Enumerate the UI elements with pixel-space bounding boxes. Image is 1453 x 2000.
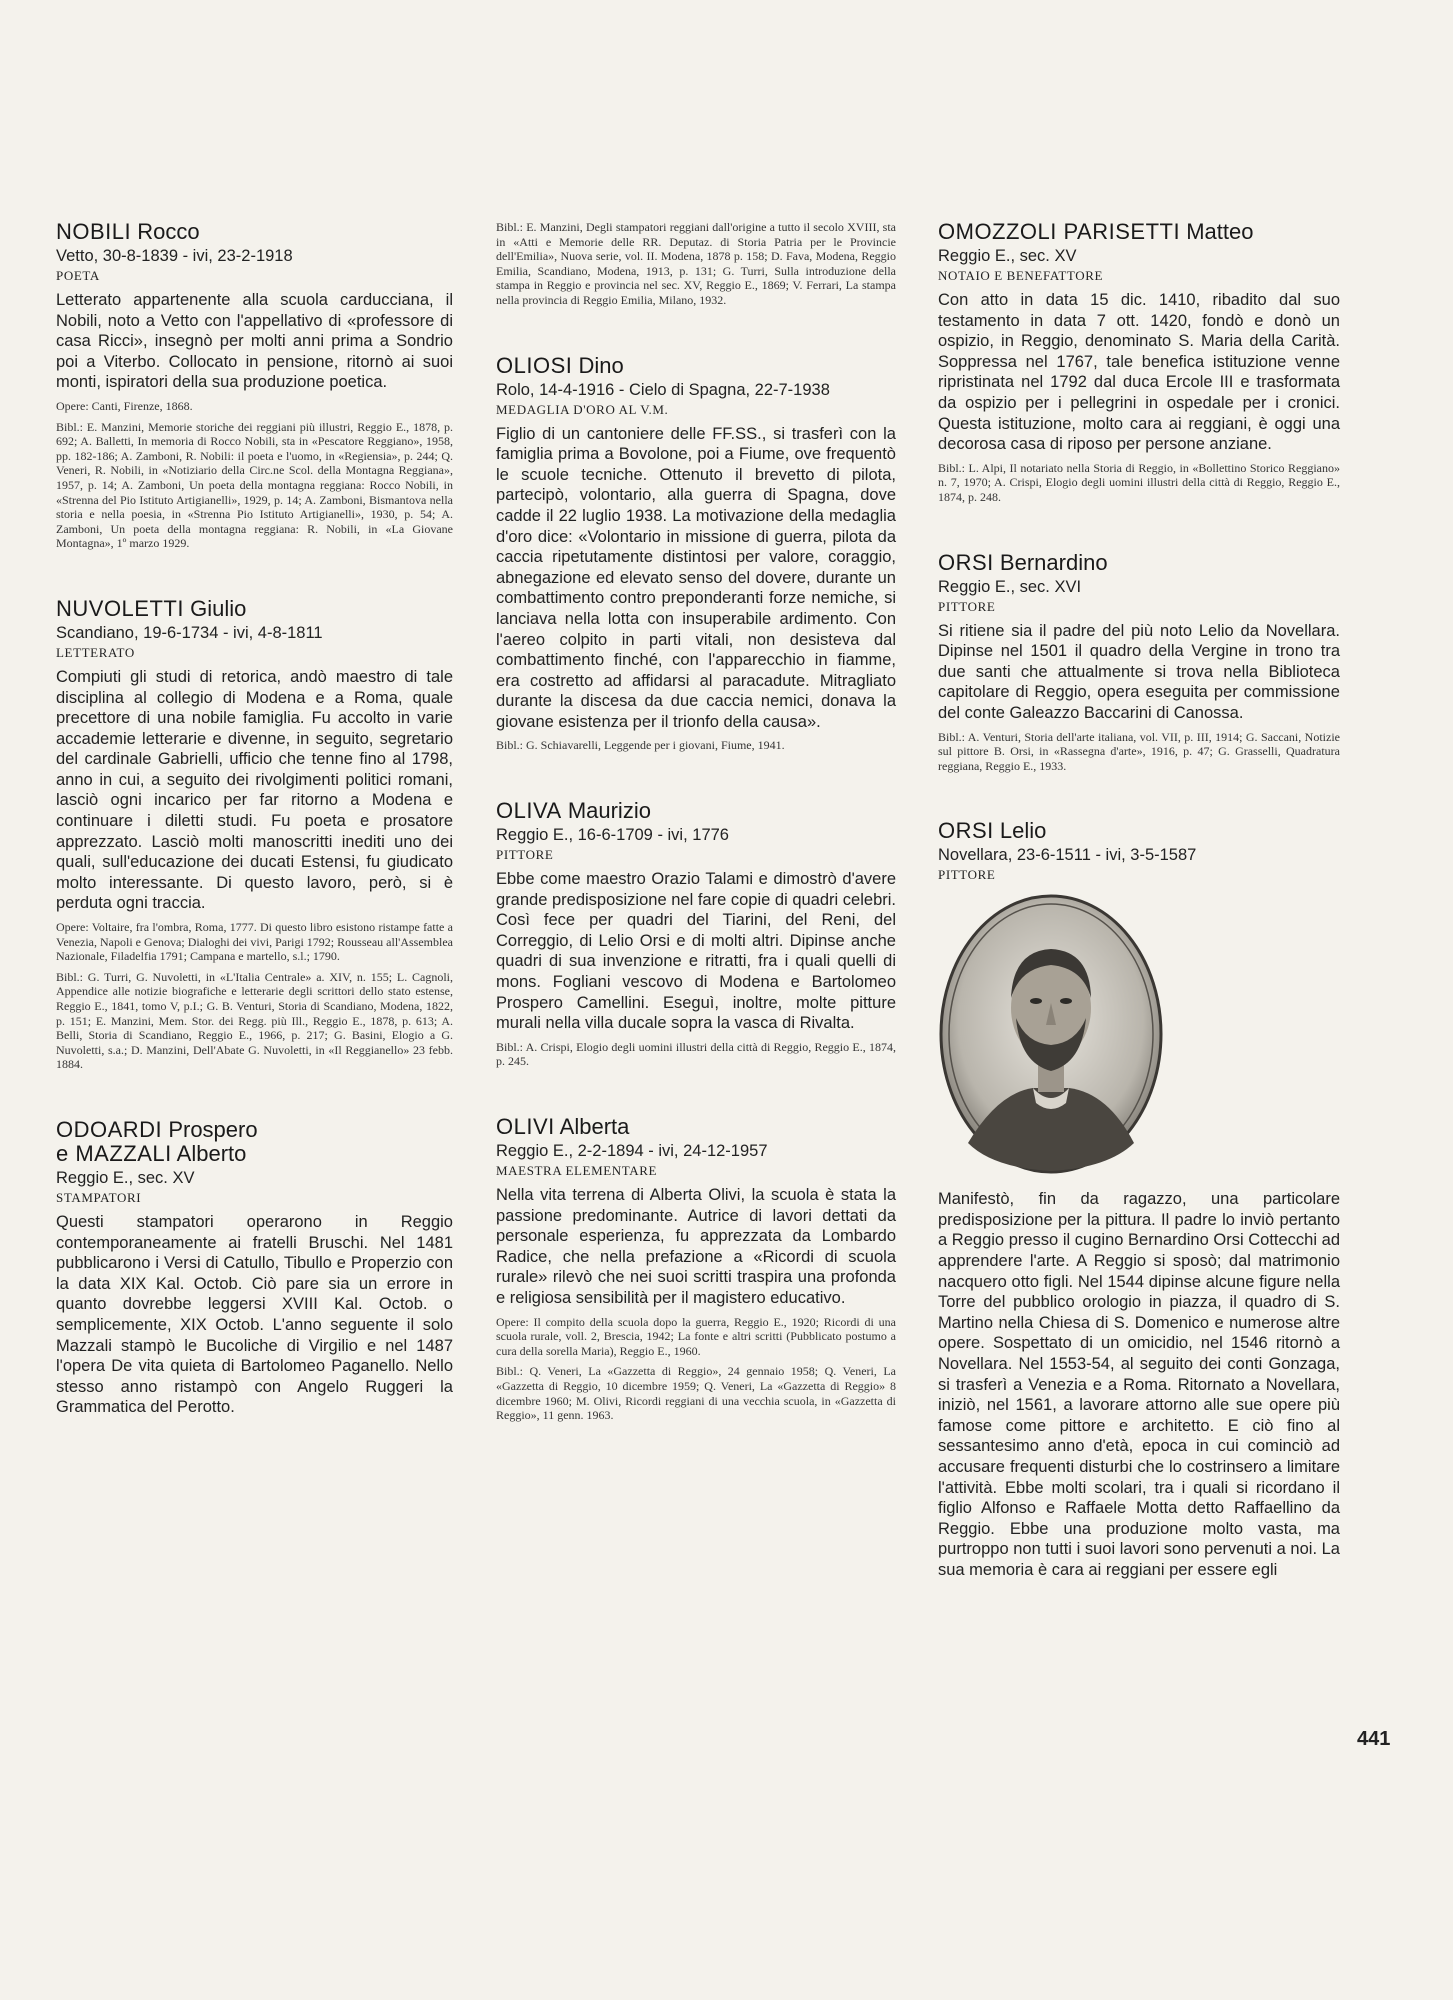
entry-text: Compiuti gli studi di retorica, andò maestro di tale disciplina al collegio di Modena e a Roma, quale precettore di una nobile famiglia. Fu accolto in varie accademie letterarie e divenne, in seguito, segretario del cardinale Gabrielli, ufficio che tenne fino al 1798, anno in cui, a seguito dei rivolgimenti politici romani, lasciò ogni incarico per far ritorno a Modena e continuare i diletti studi. Fu poeta e prosatore apprezzato. Lasciò molti manoscritti inediti uno dei quali, sull'educazione dei ducati Estensi, fu giudicato molto interessante. Di questo lavoro, però, si è perduta ogni traccia. bbox=[56, 667, 453, 913]
entry-title: OMOZZOLI PARISETTI Matteo bbox=[938, 219, 1254, 244]
entry-text: Ebbe come maestro Orazio Talami e dimostrò d'avere grande predisposizione nel fare copie di quadri celebri. Così fece per quadri del Tiarini, del Reni, del Correggio, di Lelio Orsi e di molti altri. Dipinse anche quadri di sua invenzione e ritratti, fra i quali quelli di mons. Fogliani vescovo di Modena e Bartolomeo Prospero Camellini. Eseguì, inoltre, molte pitture murali nella villa ducale sopra la vasca di Rivalta. bbox=[496, 870, 896, 1033]
entry-works: Opere: Canti, Firenze, 1868. bbox=[56, 398, 193, 413]
entry-role: PITTORE bbox=[938, 598, 996, 614]
page-number: 441 bbox=[1357, 1728, 1391, 1750]
entry-olivi bbox=[496, 1115, 896, 1423]
entry-bibliography: Bibl.: G. Schiavarelli, Leggende per i giovani, Fiume, 1941. bbox=[496, 738, 785, 753]
entry-role: MEDAGLIA D'ORO AL V.M. bbox=[496, 401, 669, 417]
entry-oliva bbox=[496, 799, 896, 1069]
column-1 bbox=[56, 220, 453, 1464]
entry-dates: Reggio E., sec. XVI bbox=[938, 577, 1082, 596]
entry-bibliography: Bibl.: A. Venturi, Storia dell'arte italiana, vol. VII, p. III, 1914; G. Saccani, Notizie sul pittore B. Orsi, in «Rassegna d'arte», 1916, p. 47; G. Grasselli, Quadratura reggiana, Reggio E., 1933. bbox=[938, 729, 1340, 773]
entry-dates: Reggio E., sec. XV bbox=[56, 1168, 195, 1187]
entry-bibliography: Bibl.: E. Manzini, Degli stampatori reggiani dall'origine a tutto il secolo XVIII, sta in «Atti e Memorie delle RR. Deputaz. di Storia Patria per le Provincie dell'Emilia», Nuova serie, vol. II. Modena, 1878 p. 158; D. Fava, Modena, Reggio Emilia, Scandiano, Modena, 1913, p. 131; G. Turri, Sulla introduzione della stampa in Reggio e provincia nel sec. XV, Reggio E., 1869; V. Ferrari, La stampa nella provincia di Reggio Emilia, Milano, 1932. bbox=[496, 220, 896, 307]
entry-role: POETA bbox=[56, 268, 100, 283]
entry-bibliography: Bibl.: L. Alpi, Il notariato nella Storia di Reggio, in «Bollettino Storico Reggiano» n. 7, 1970; A. Crispi, Elogio degli uomini illustri della città di Reggio, Reggio E., 1874, p. 248. bbox=[938, 460, 1340, 504]
entry-title: OLIOSI Dino bbox=[496, 352, 624, 378]
entry-nuvoletti bbox=[56, 597, 453, 1072]
entry-text: Manifestò, fin da ragazzo, una particolare predisposizione per la pittura. Il padre lo inviò pertanto a Reggio presso il cugino Bernardino Orsi Cottecchi ad apprendere l'arte. A Reggio si sposò; dal matrimonio nacquero otto figli. Nel 1544 dipinse alcune figure nella Torre del pubblico orologio in piazza, il quadro di S. Martino nella Chiesa di S. Domenico e numerose altre opere. Sospettato di un omicidio, nel 1546 ritornò a Novellara. Nel 1553-54, al seguito dei conti Gonzaga, si trasferì a Venezia e a Roma. Ritornato a Novellara, iniziò, nel 1561, a lavorare attorno alle sue opere più famose come pittore e architetto. E ciò fino al sessantesimo anno d'età, epoca in cui cominciò ad accusare frequenti disturbi che lo costrinsero a limitare l'attività. Ebbe molti scolari, tra i quali si ricordano il figlio Alfonso e Raffaele Motta detto Raffaellino da Reggio. Ebbe una produzione molto vasta, ma purtroppo non tutti i suoi lavori sono pervenuti a noi. La sua memoria è cara ai reggiani per essere egli bbox=[938, 1190, 1340, 1579]
entry-title-2: e MAZZALI Alberto bbox=[56, 1140, 247, 1166]
entry-title: ORSI Lelio bbox=[938, 818, 1047, 844]
entry-text: Si ritiene sia il padre del più noto Lelio da Novellara. Dipinse nel 1501 il quadro della Vergine in trono tra due santi che attualmente si trova nella Biblioteca capitolare di Reggio, opera eseguita per commissione del conte Galeazzo Baccarini di Canossa. bbox=[938, 621, 1340, 722]
entry-dates: Vetto, 30-8-1839 - ivi, 23-2-1918 bbox=[56, 247, 293, 265]
entry-nobili bbox=[56, 220, 453, 551]
entry-works: Opere: Il compito della scuola dopo la guerra, Reggio E., 1920; Ricordi di una scuola rurale, voll. 2, Brescia, 1942; La fonte e altri scritti (Pubblicato postumo a cura della sorella Maria), Reggio E., 1960. bbox=[496, 1314, 896, 1358]
entry-bibliography: Bibl.: E. Manzini, Memorie storiche dei reggiani più illustri, Reggio E., 1878, p. 692; A. Balletti, In memoria di Rocco Nobili, sta in «Pescatore Reggiano», 1958, pp. 182-186; A. Zamboni, R. Nobili: il poeta e l'uomo, in «Regiensia», p. 244; Q. Veneri, R. Nobili, in «Notiziario della Circ.ne Scol. della Montagna Reggiana», 1957, p. 14; A. Zamboni, Un poeta della montagna reggiana: Rocco Nobili, in «Strenna del Pio Istituto Artigianelli», 1929, p. 14; A. Zamboni, Bismantova nella storia e nella poesia, in «Strenna Pio Istituto Artigianelli», 1930, p. 54; A. Zamboni, Un poeta della montagna reggiana: R. Nobili, in «La Giovane Montagna», 1º marzo 1929. bbox=[56, 419, 453, 551]
entry-works: Opere: Voltaire, fra l'ombra, Roma, 1777. Di questo libro esistono ristampe fatte a Venezia, Napoli e Genova; Dialoghi dei vivi, Parigi 1792; Rousseau all'Assemblea Nazionale, Filadelfia 1791; Campana e martello, s.l.; 1790. bbox=[56, 920, 453, 964]
entry-omozzoli bbox=[938, 220, 1340, 505]
entry-text: Figlio di un cantoniere delle FF.SS., si trasferì con la famiglia prima a Bovolone, poi a Fiume, ove frequentò le scuole tecniche. Ottenuto il brevetto di pilota, partecipò, volontario, alla guerra di Spagna, dove cadde il 22 luglio 1938. La motivazione della medaglia d'oro dice: «Volontario in missione di guerra, pilota da caccia ripetutamente distintosi per valore, coraggio, abnegazione ed elevato senso del dovere, durante un combattimento contro preponderanti forze nemiche, si lanciava nella lotta con insuperabile ardimento. Con l'aereo colpito in parti vitali, non desisteva dal combattimento finché, con l'apparecchio in fiamme, era costretto ad affidarsi al paracadute. Mitragliato durante la discesa da due caccia nemici, donava la giovane esistenza per il trionfo della causa». bbox=[496, 424, 896, 731]
entry-text: Letterato appartenente alla scuola carducciana, il Nobili, noto a Vetto con l'appellativo di «professore di casa Ricci», insegnò per molti anni prima a Sondrio poi a Viterbo. Collocato in pensione, ritornò ai suoi monti, ispiratori della sua produzione poetica. bbox=[56, 291, 453, 392]
entry-title: ORSI Bernardino bbox=[938, 549, 1108, 575]
entry-odoardi bbox=[56, 1118, 453, 1418]
entry-bibliography: Bibl.: G. Turri, G. Nuvoletti, in «L'Italia Centrale» a. XIV, n. 155; L. Cagnoli, Appendice alle notizie biografiche e letterarie degli scrittori dello stato estense, Reggio E., 1841, tomo V, p.I.; G. B. Venturi, Storia di Scandiano, Modena, 1822, p. 151; E. Manzini, Mem. Stor. dei Regg. più Ill., Reggio E., 1878, p. 613; A. Belli, Storia di Scandiano, Reggio E., 1966, p. 217; G. Basini, Elogio a G. Nuvoletti, s.a.; D. Manzini, Dell'Abate G. Nuvoletti, in «Il Reggianello» 23 febb. 1884. bbox=[56, 969, 453, 1072]
entry-title: NOBILI Rocco bbox=[56, 219, 200, 244]
entry-title: NUVOLETTI Giulio bbox=[56, 595, 247, 621]
entry-role: PITTORE bbox=[938, 867, 996, 883]
entry-dates: Rolo, 14-4-1916 - Cielo di Spagna, 22-7-1938 bbox=[496, 380, 830, 399]
entry-role: LETTERATO bbox=[56, 644, 135, 660]
entry-title: OLIVI Alberta bbox=[496, 1114, 630, 1139]
entry-title: ODOARDI Prospero bbox=[56, 1116, 258, 1142]
column-3 bbox=[938, 220, 1340, 1627]
entry-role: PITTORE bbox=[496, 847, 554, 863]
entry-title: OLIVA Maurizio bbox=[496, 798, 651, 824]
entry-dates: Novellara, 23-6-1511 - ivi, 3-5-1587 bbox=[938, 846, 1197, 865]
entry-dates: Scandiano, 19-6-1734 - ivi, 4-8-1811 bbox=[56, 623, 323, 642]
entry-role: STAMPATORI bbox=[56, 1189, 142, 1205]
entry-role: NOTAIO E BENEFATTORE bbox=[938, 268, 1104, 283]
entry-role: MAESTRA ELEMENTARE bbox=[496, 1163, 658, 1178]
column-2 bbox=[496, 220, 896, 1469]
entry-bibliography: Bibl.: A. Crispi, Elogio degli uomini illustri della città di Reggio, Reggio E., 1874, p. 245. bbox=[496, 1039, 896, 1069]
entry-dates: Reggio E., 2-2-1894 - ivi, 24-12-1957 bbox=[496, 1142, 768, 1160]
entry-text: Con atto in data 15 dic. 1410, ribadito dal suo testamento in data 7 ott. 1420, fondò e donò un ospizio, in Reggio, denominato S. Maria della Carità. Soppressa nel 1767, tale benefica istituzione venne ripristinata nel 1792 dal duca Ercole III e trasformata da ospizio per i pellegrini in ospedale per i cronici. Questa istituzione, molto cara ai reggiani, è oggi una decorosa casa di riposo per persone anziane. bbox=[938, 291, 1340, 454]
entry-dates: Reggio E., 16-6-1709 - ivi, 1776 bbox=[496, 826, 729, 845]
entry-oliosi bbox=[496, 354, 896, 754]
entry-orsi-bernardino bbox=[938, 551, 1340, 774]
entry-odoardi-continued bbox=[496, 220, 896, 308]
portrait-image bbox=[938, 893, 1164, 1175]
entry-text: Questi stampatori operarono in Reggio contemporaneamente ai fratelli Bruschi. Nel 1481 pubblicarono i Versi di Catullo, Tibullo e Properzio con la data XIX Kal. Octob. Ciò pare sia un errore in quanto dovrebbe leggersi XVIII Kal. Octob. o semplicemente, XIX Octob. L'anno seguente il solo Mazzali stampò le Bucoliche di Virgilio e nel 1487 l'opera De vita quieta di Bartolomeo Paganello. Nello stesso anno ristampò con Angelo Ruggeri la Grammatica del Perotto. bbox=[56, 1212, 453, 1417]
entry-orsi-lelio bbox=[938, 819, 1340, 1580]
entry-text: Nella vita terrena di Alberta Olivi, la scuola è stata la passione predominante. Autrice di lavori dettati da personale esperienza, fu apprezzata da Lombardo Radice, che nella prefazione a «Ricordi di scuola rurale» rilevò che nei suoi scritti traspira una profonda e religiosa sensibilità per il magistero educativo. bbox=[496, 1186, 896, 1307]
entry-bibliography: Bibl.: Q. Veneri, La «Gazzetta di Reggio», 24 gennaio 1958; Q. Veneri, La «Gazzetta di Reggio, 10 dicembre 1959; Q. Veneri, La «Gazzetta di Reggio» 8 dicembre 1960; M. Olivi, Ricordi reggiani di una vecchia scuola, in «Gazzetta di Reggio», 11 genn. 1963. bbox=[496, 1364, 896, 1423]
entry-dates: Reggio E., sec. XV bbox=[938, 247, 1077, 265]
